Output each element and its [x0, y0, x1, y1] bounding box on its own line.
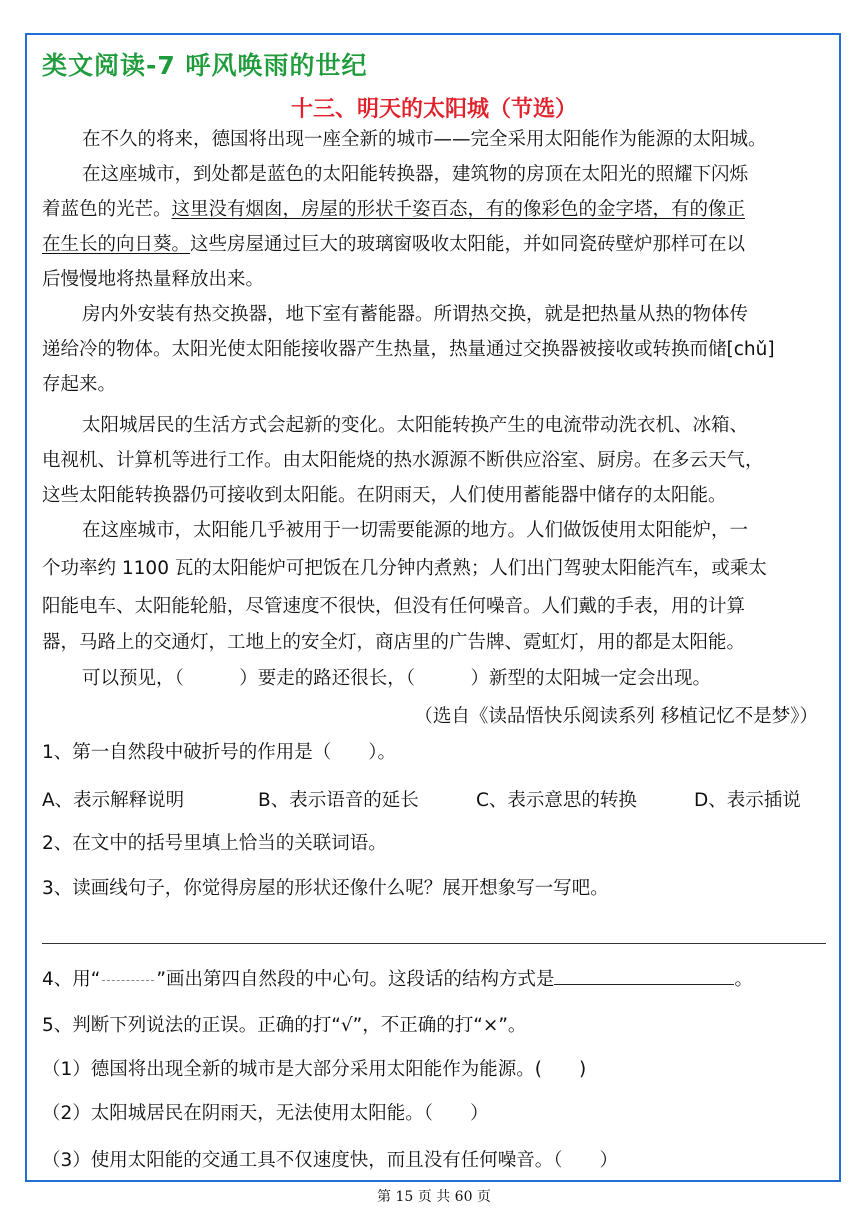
paragraph-line: 个功率约 1100 瓦的太阳能炉可把饭在几分钟内煮熟；人们出门驾驶太阳能汽车，或乘太 [42, 558, 767, 579]
paragraph-line: 递给冷的物体。太阳光使太阳能接收器产生热量，热量通过交换器被接收或转换而储[chǔ] [42, 339, 775, 360]
paragraph-line: 太阳城居民的生活方式会起新的变化。太阳能转换产生的电流带动洗衣机、冰箱、 [82, 415, 749, 436]
option-d: D、表示插说 [694, 790, 801, 811]
paragraph-line: 可以预见，（ ）要走的路还很长，（ ）新型的太阳城一定会出现。 [82, 668, 712, 689]
paragraph-line: 着蓝色的光芒。这里没有烟囱，房屋的形状千姿百态，有的像彩色的金字塔，有的像正 [42, 199, 746, 220]
article-title: 十三、明天的太阳城（节选） [290, 97, 577, 122]
question-5-3: （3）使用太阳能的交通工具不仅速度快，而且没有任何噪音。（ ） [42, 1150, 619, 1171]
answer-line [42, 943, 826, 944]
question-5: 5、判断下列说法的正误。正确的打“√”，不正确的打“×”。 [42, 1015, 527, 1036]
paragraph-line: 房内外安装有热交换器，地下室有蓄能器。所谓热交换，就是把热量从热的物体传 [82, 304, 749, 325]
dashed-line-sample [102, 979, 154, 981]
paragraph-line: 后慢慢地将热量释放出来。 [42, 269, 265, 290]
option-a: A、表示解释说明 [42, 790, 185, 811]
paragraph-line: 存起来。 [42, 374, 117, 395]
paragraph-line: 在生长的向日葵。这些房屋通过巨大的玻璃窗吸收太阳能，并如同瓷砖壁炉那样可在以 [42, 234, 746, 255]
question-2: 2、在文中的括号里填上恰当的关联词语。 [42, 833, 387, 854]
question-1: 1、第一自然段中破折号的作用是（ ）。 [42, 742, 397, 763]
paragraph-line: 在这座城市，太阳能几乎被用于一切需要能源的地方。人们做饭使用太阳能炉，一 [82, 520, 749, 541]
option-c: C、表示意思的转换 [476, 790, 637, 811]
underlined-sentence: 在生长的向日葵。 [42, 234, 191, 255]
question-5-2: （2）太阳城居民在阴雨天，无法使用太阳能。（ ） [42, 1103, 489, 1124]
question-4: 4、用“ ”画出第四自然段的中心句。这段话的结构方式是 。 [42, 969, 753, 990]
question-3: 3、读画线句子，你觉得房屋的形状还像什么呢？展开想象写一写吧。 [42, 878, 609, 899]
option-b: B、表示语音的延长 [258, 790, 419, 811]
source-citation: （选自《读品悟快乐阅读系列 移植记忆不是梦》） [414, 706, 818, 727]
paragraph-line: 电视机、计算机等进行工作。由太阳能烧的热水源源不断供应浴室、厨房。在多云天气， [42, 450, 764, 471]
paragraph-line: 器，马路上的交通灯，工地上的安全灯，商店里的广告牌、霓虹灯，用的都是太阳能。 [42, 632, 746, 653]
paragraph-line: 阳能电车、太阳能轮船，尽管速度不很快，但没有任何噪音。人们戴的手表，用的计算 [42, 596, 746, 617]
paragraph-line: 在这座城市，到处都是蓝色的太阳能转换器，建筑物的房顶在太阳光的照耀下闪烁 [82, 164, 749, 185]
paragraph-line: 在不久的将来，德国将出现一座全新的城市——完全采用太阳能作为能源的太阳城。 [82, 129, 767, 150]
answer-blank [554, 968, 734, 985]
page-number: 第 15 页 共 60 页 [377, 1189, 491, 1205]
section-header: 类文阅读-7 呼风唤雨的世纪 [42, 51, 368, 80]
underlined-sentence: 这里没有烟囱，房屋的形状千姿百态，有的像彩色的金字塔，有的像正 [171, 199, 746, 220]
question-5-1: （1）德国将出现全新的城市是大部分采用太阳能作为能源。( ) [42, 1059, 587, 1080]
paragraph-line: 这些太阳能转换器仍可接收到太阳能。在阴雨天，人们使用蓄能器中储存的太阳能。 [42, 485, 727, 506]
